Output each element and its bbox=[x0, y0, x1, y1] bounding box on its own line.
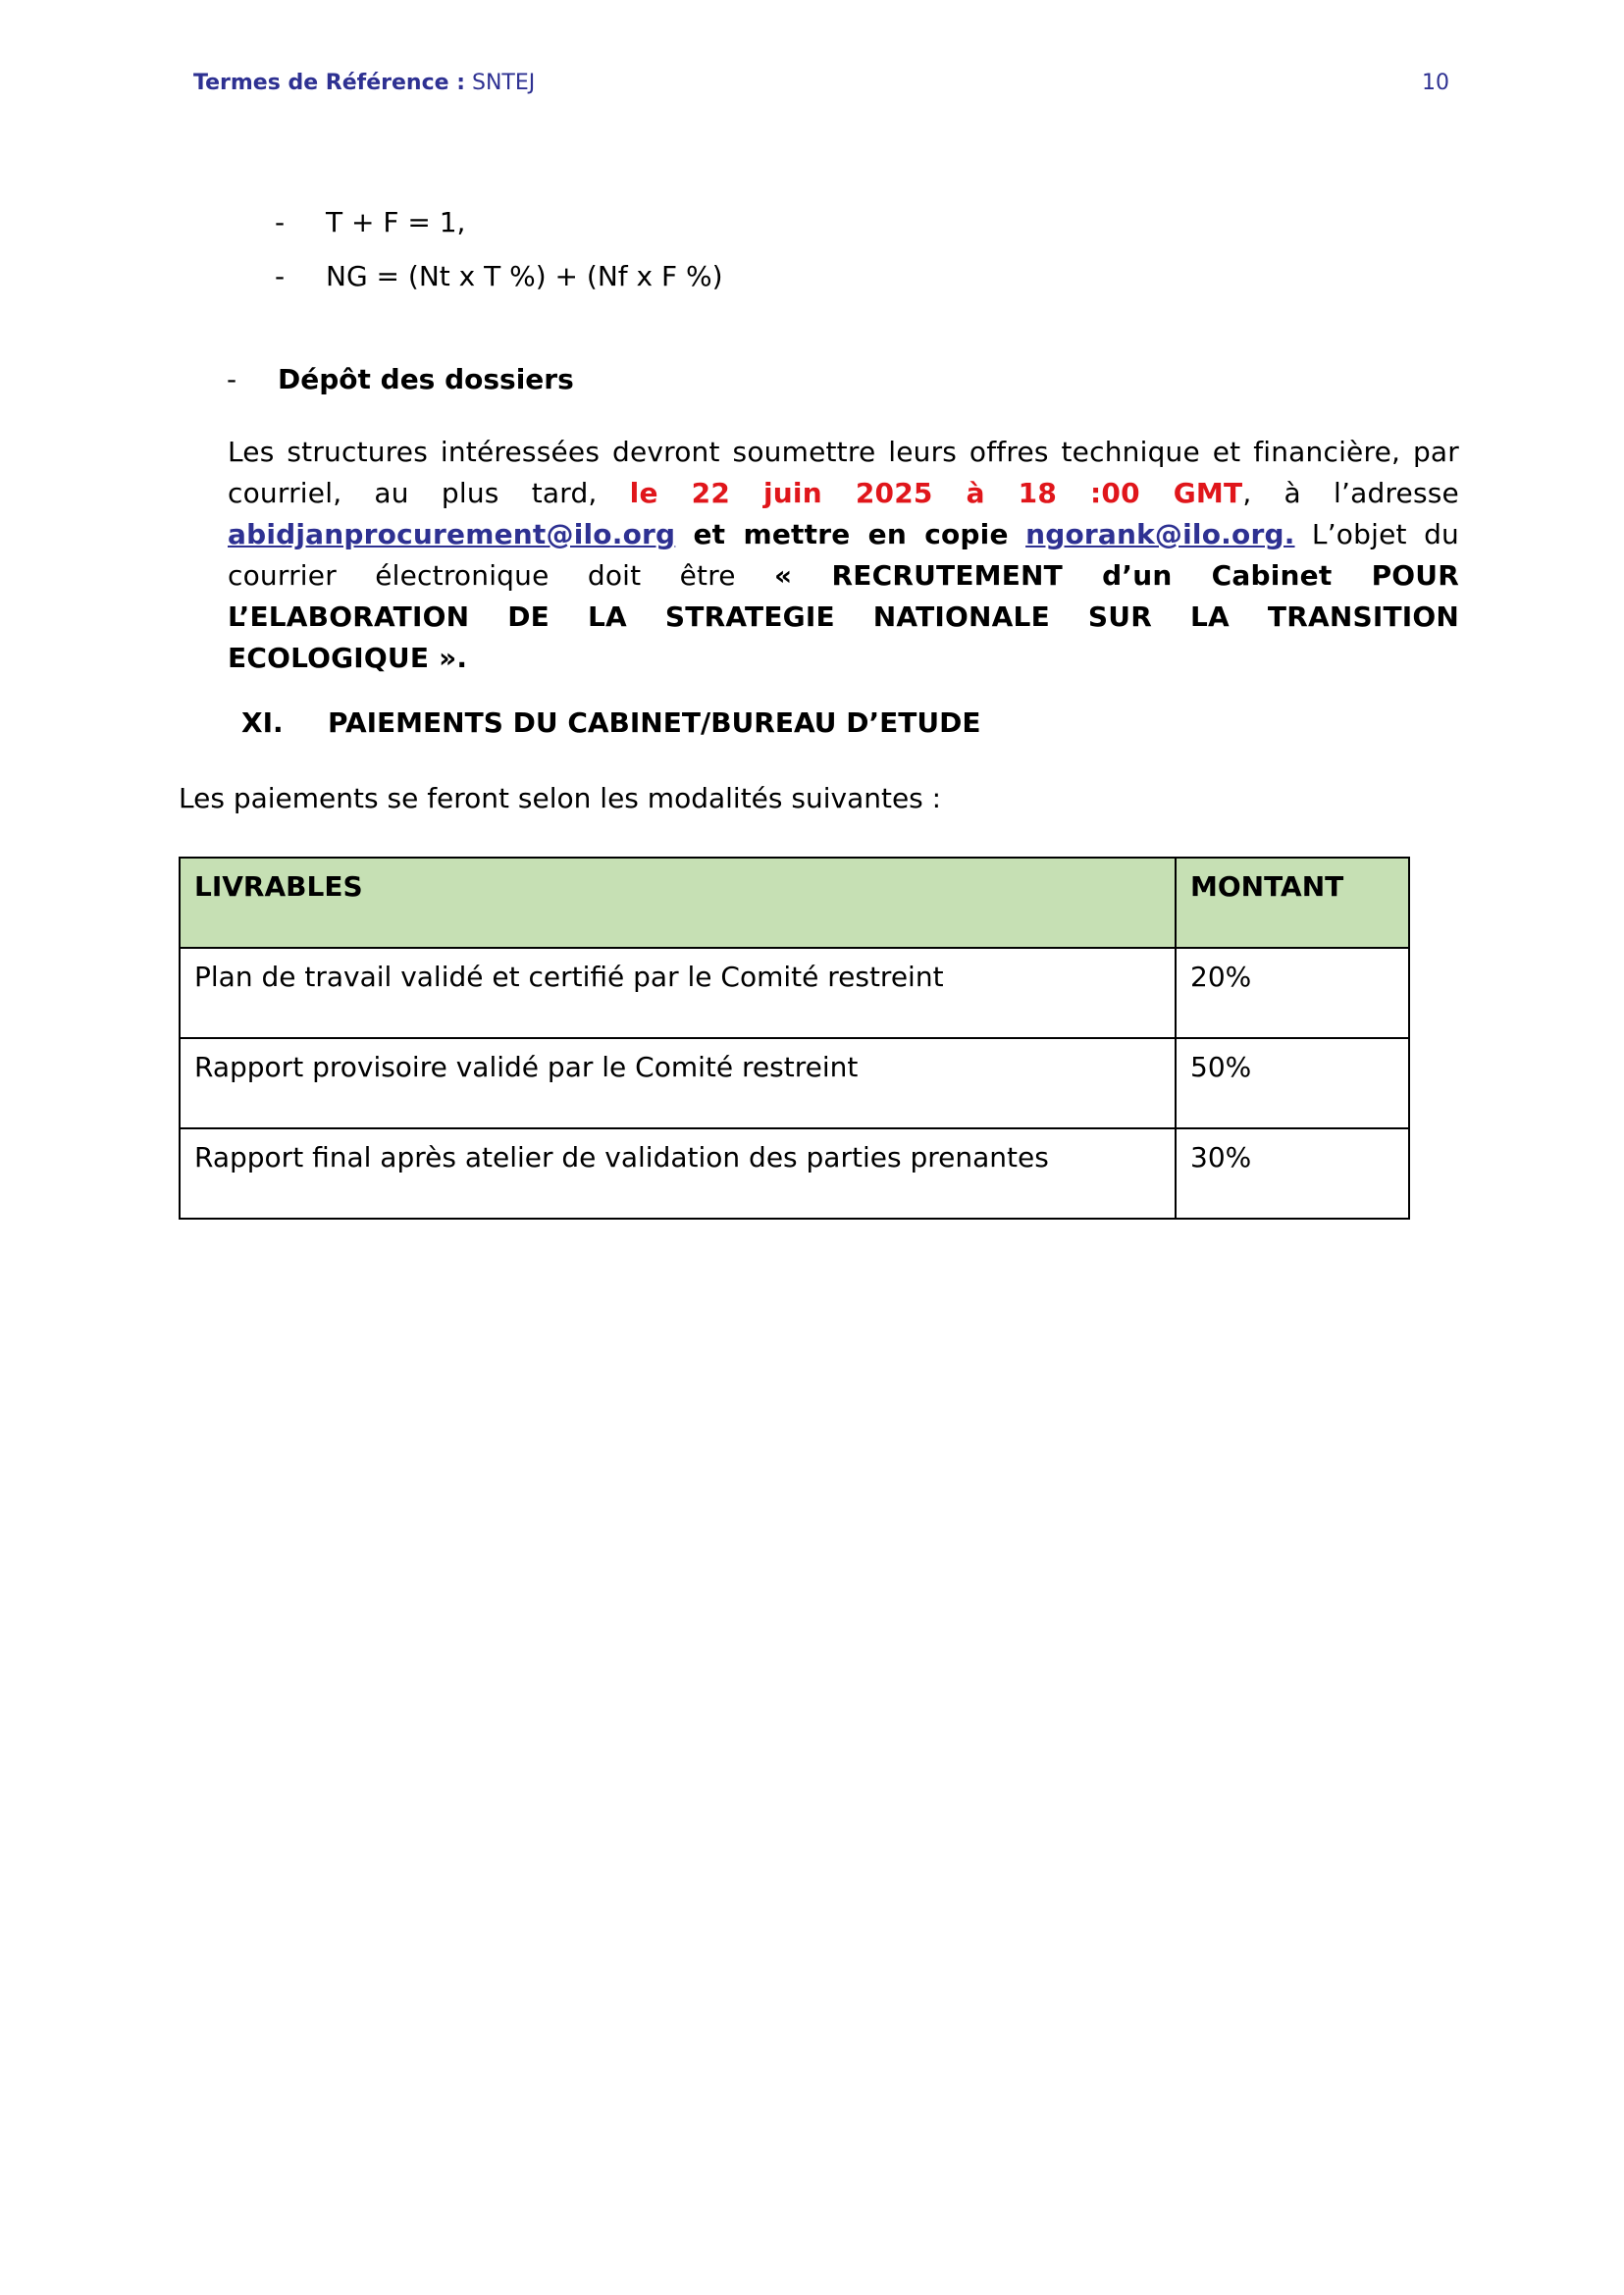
table-row bbox=[180, 948, 1409, 1038]
bullet: - bbox=[275, 206, 286, 238]
depot-title: Dépôt des dossiers bbox=[278, 363, 574, 395]
section-heading bbox=[241, 706, 980, 739]
table-row bbox=[180, 1038, 1409, 1128]
livrable-cell: Rapport provisoire validé par le Comité restreint bbox=[180, 1038, 1176, 1128]
email-link-copy[interactable]: ngorank@ilo.org. bbox=[1025, 518, 1295, 550]
depot-heading bbox=[227, 363, 574, 395]
formula-item bbox=[275, 260, 723, 292]
bullet: - bbox=[275, 260, 286, 292]
page-number: 10 bbox=[1422, 71, 1449, 95]
livrable-cell: Rapport final après atelier de validation des parties prenantes bbox=[180, 1128, 1176, 1219]
email-link-procurement[interactable]: abidjanprocurement@ilo.org bbox=[228, 518, 676, 550]
header-title-bold: Termes de Référence : bbox=[193, 71, 465, 95]
email-subject: « RECRUTEMENT d’un Cabinet POUR L’ELABORATION DE LA STRATEGIE NATIONALE SUR LA TRANSITION ECOLOGIQUE ». bbox=[228, 559, 1459, 674]
table-row bbox=[180, 1128, 1409, 1219]
page-header bbox=[193, 71, 1449, 95]
bullet: - bbox=[227, 363, 237, 395]
payment-table bbox=[179, 857, 1410, 1220]
header-title-rest: SNTEJ bbox=[465, 71, 536, 95]
depot-text-1: Les structures intéressées devront soumettre leurs offres technique et financière, par courriel, au plus tard, bbox=[228, 436, 1459, 509]
montant-cell: 20% bbox=[1176, 948, 1409, 1038]
montant-cell: 30% bbox=[1176, 1128, 1409, 1219]
depot-text-3: et mettre en copie bbox=[675, 518, 1009, 550]
intro-text: Les paiements se feront selon les modalités suivantes : bbox=[179, 782, 942, 814]
section-number: XI. bbox=[241, 706, 284, 739]
header-montant: MONTANT bbox=[1176, 858, 1409, 948]
formula-text: NG = (Nt x T %) + (Nf x F %) bbox=[326, 260, 723, 292]
header-livrables: LIVRABLES bbox=[180, 858, 1176, 948]
table-header-row bbox=[180, 858, 1409, 948]
depot-paragraph bbox=[228, 432, 1459, 679]
montant-cell: 50% bbox=[1176, 1038, 1409, 1128]
depot-text-4 bbox=[1009, 518, 1025, 550]
depot-text-2: , à l’adresse bbox=[1242, 477, 1459, 509]
deadline: le 22 juin 2025 à 18 :00 GMT bbox=[629, 477, 1243, 509]
depot-text-5: L’objet du courrier électronique doit être bbox=[228, 518, 1459, 592]
livrable-cell: Plan de travail validé et certifié par le Comité restreint bbox=[180, 948, 1176, 1038]
section-title: PAIEMENTS DU CABINET/BUREAU D’ETUDE bbox=[328, 706, 981, 739]
formula-item bbox=[275, 206, 465, 238]
formula-text: T + F = 1, bbox=[326, 206, 466, 238]
